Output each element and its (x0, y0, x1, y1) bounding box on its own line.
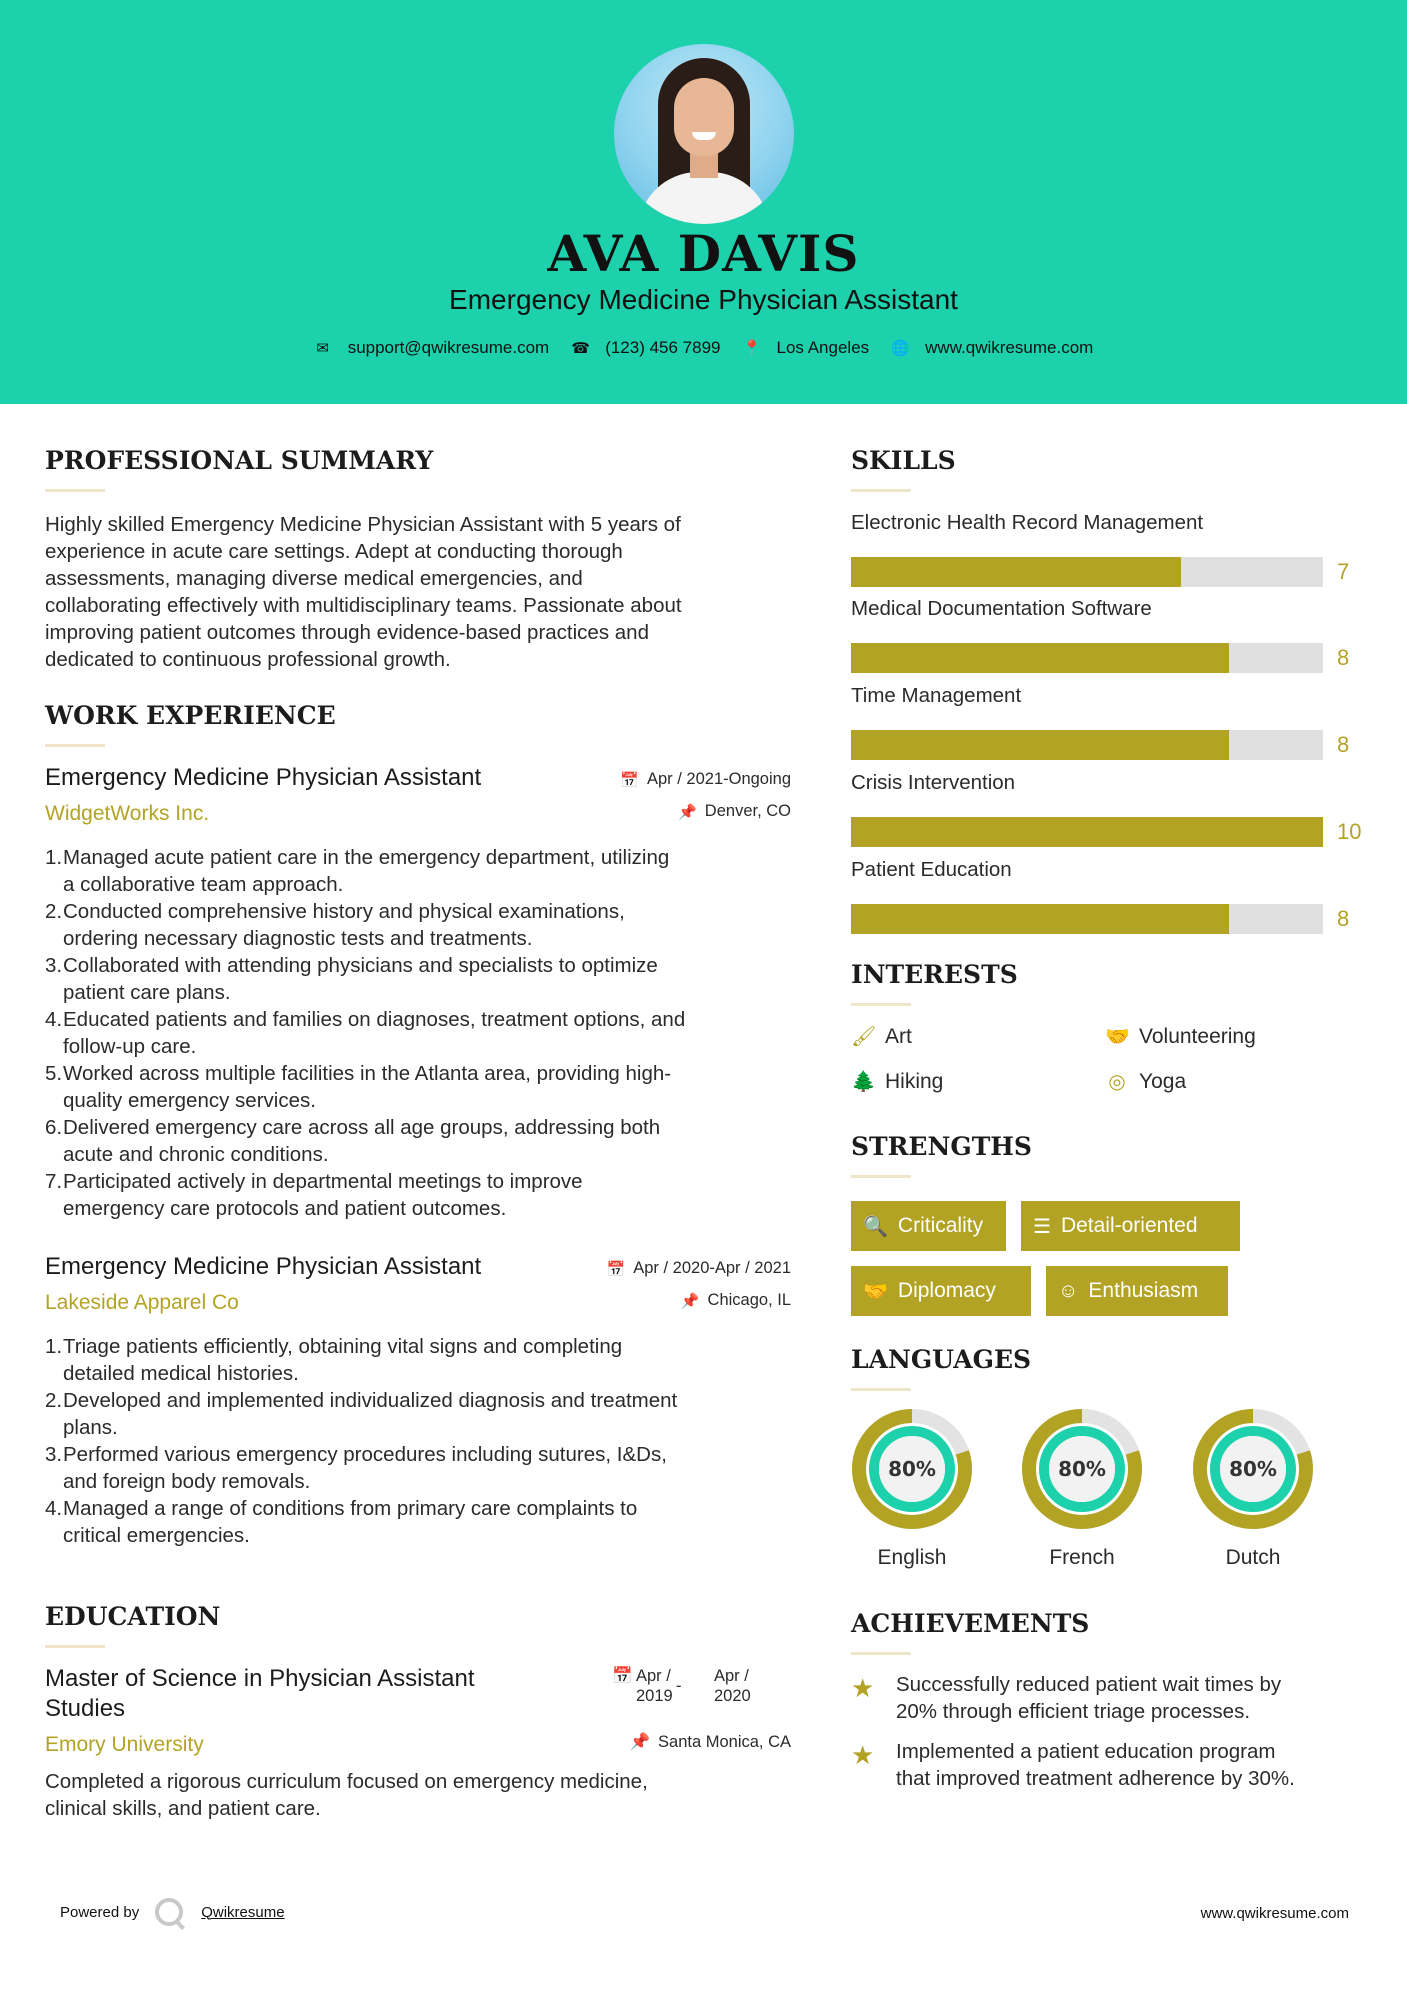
language-percent: 80% (888, 1457, 936, 1481)
contact-phone (571, 338, 720, 358)
section-title-summary: PROFESSIONAL SUMMARY (45, 446, 434, 475)
job-title: Emergency Medicine Physician Assistant (45, 764, 482, 791)
smile-icon: ☺ (1058, 1279, 1079, 1302)
skill-name: Patient Education (851, 858, 1012, 881)
list-item: 6. Delivered emergency care across all age groups, addressing both acute and chronic conditions. (45, 1116, 661, 1166)
job-dates: 📅 Apr / 2020-Apr / 2021 (606, 1259, 791, 1278)
award-star-icon: ★ (851, 1740, 875, 1770)
edu-date-separator: - (676, 1677, 682, 1695)
profile-photo (614, 44, 794, 224)
skill-level: 8 (1337, 906, 1350, 931)
list-item: 1. Triage patients efficiently, obtaining vital signs and completing detailed medical histories. (45, 1335, 623, 1385)
language-ring (1192, 1408, 1314, 1530)
language-name: French (1049, 1546, 1115, 1569)
section-divider (851, 1652, 911, 1655)
calendar-icon: 📅 (612, 1667, 633, 1685)
section-divider (851, 1175, 911, 1178)
section-title-skills: SKILLS (851, 446, 956, 475)
skill-bar-fill (851, 730, 1229, 760)
skill-bar-track (851, 557, 1323, 587)
language-name: English (877, 1546, 947, 1569)
candidate-title: Emergency Medicine Physician Assistant (449, 284, 958, 315)
skill-level: 8 (1337, 732, 1350, 757)
summary-text: Highly skilled Emergency Medicine Physician Assistant with 5 years of experience in acute care settings. Adept at conducting thorough assessments, managing diverse medical emergencies, and collaborating effectively with multidisciplinary teams. Passionate about improving patient outcomes through evidence-based practices and dedicated to continuous professional growth. (45, 513, 682, 671)
location-text: Los Angeles (776, 338, 870, 357)
skill-name: Electronic Health Record Management (851, 511, 1204, 534)
skill-item (851, 771, 1371, 844)
section-divider (851, 489, 911, 492)
header-banner (0, 0, 1407, 404)
interest-volunteering: 🤝 Volunteering (1105, 1024, 1256, 1048)
skill-name: Crisis Intervention (851, 771, 1016, 794)
job-location: 📌 Chicago, IL (680, 1291, 791, 1310)
job-location: 📌 Denver, CO (678, 802, 791, 821)
section-title-languages: LANGUAGES (851, 1345, 1032, 1374)
edu-end-date: Apr / 2020 (714, 1667, 751, 1705)
section-title-education: EDUCATION (45, 1602, 221, 1631)
company-name: WidgetWorks Inc. (45, 802, 210, 825)
skill-bar-track (851, 730, 1323, 760)
edu-calendar (612, 1666, 633, 1686)
skill-bar-track (851, 904, 1323, 934)
qwikresume-logo-icon (155, 1898, 183, 1926)
skill-bar-fill (851, 557, 1181, 587)
strength-chip: ☺ Enthusiasm (1046, 1266, 1228, 1316)
phone-icon: ☎ (571, 340, 590, 357)
list-item: 1. Managed acute patient care in the emergency department, utilizing a collaborative team approach. (45, 846, 670, 896)
language-ring (1021, 1408, 1143, 1530)
section-title-achievements: ACHIEVEMENTS (851, 1609, 1090, 1638)
school-name: Emory University (45, 1733, 204, 1756)
list-item: 4. Educated patients and families on diagnoses, treatment options, and follow-up care. (45, 1008, 686, 1058)
section-divider (851, 1388, 911, 1391)
list-item: 3. Collaborated with attending physicians and specialists to optimize patient care plans. (45, 954, 658, 1004)
calendar-icon: 📅 (620, 771, 639, 789)
contact-location (743, 338, 870, 358)
contact-bar (0, 338, 1407, 358)
footer-url[interactable]: www.qwikresume.com (1200, 1905, 1349, 1922)
skill-bar-fill (851, 904, 1229, 934)
interest-art: 🖌 Art (851, 1024, 912, 1048)
handshake-icon: 🤝 (1105, 1026, 1130, 1048)
language-item (1192, 1408, 1314, 1569)
strength-chip: ☰ Detail-oriented (1021, 1201, 1240, 1251)
calendar-icon: 📅 (606, 1260, 626, 1278)
interest-hiking: 🌲 Hiking (851, 1069, 944, 1093)
skill-bar-fill (851, 643, 1229, 673)
pushpin-icon: 📌 (680, 1292, 700, 1310)
strength-chip: 🤝 Diplomacy (851, 1266, 1031, 1316)
interest-yoga: ◎ Yoga (1105, 1069, 1186, 1094)
section-divider (45, 744, 105, 747)
list-item: 2. Conducted comprehensive history and physical examinations, ordering necessary diagnostic tests and treatments. (45, 900, 625, 950)
candidate-name: AVA DAVIS (547, 224, 860, 283)
footer-powered-by: Powered by Qwikresume (60, 1898, 285, 1926)
job-duties-list (45, 844, 805, 1222)
language-percent: 80% (1229, 1457, 1277, 1481)
pushpin-icon: 📌 (678, 803, 697, 821)
skill-item (851, 511, 1371, 584)
job-duties-list (45, 1333, 805, 1549)
section-divider (45, 489, 105, 492)
language-percent: 80% (1058, 1457, 1106, 1481)
skill-bar-track (851, 643, 1323, 673)
section-title-strengths: STRENGTHS (851, 1132, 1032, 1161)
phone-text: (123) 456 7899 (605, 338, 721, 357)
contact-website[interactable] (891, 338, 1093, 358)
skill-item (851, 858, 1371, 931)
language-item (851, 1408, 973, 1569)
skill-item (851, 597, 1371, 670)
pushpin-icon: 📌 (629, 1733, 651, 1751)
globe-icon: 🌐 (891, 340, 910, 357)
skill-name: Medical Documentation Software (851, 597, 1152, 620)
email-text: support@qwikresume.com (347, 338, 550, 357)
edu-start-date: Apr / 2019 (636, 1667, 673, 1705)
envelope-icon: ✉ (316, 340, 329, 357)
tree-icon: 🌲 (851, 1071, 876, 1093)
list-item: 5. Worked across multiple facilities in the Atlanta area, providing high- quality emergency services. (45, 1062, 672, 1112)
section-divider (851, 1003, 911, 1006)
skill-level: 8 (1337, 645, 1350, 670)
list-item: 7. Participated actively in departmental meetings to improve emergency care protocols and patient outcomes. (45, 1170, 583, 1220)
job-dates: 📅 Apr / 2021-Ongoing (620, 770, 791, 789)
list-icon: ☰ (1033, 1215, 1051, 1238)
website-text: www.qwikresume.com (925, 338, 1094, 357)
strength-chip: 🔍 Criticality (851, 1201, 1006, 1251)
language-name: Dutch (1225, 1546, 1281, 1569)
section-title-interests: INTERESTS (851, 960, 1018, 989)
section-title-work: WORK EXPERIENCE (45, 701, 336, 730)
edu-location: 📌 Santa Monica, CA (629, 1733, 791, 1751)
map-pin-icon: 📍 (742, 340, 762, 357)
skill-bar-fill (851, 817, 1323, 847)
list-item: 3. Performed various emergency procedures including sutures, I&Ds, and foreign body removals. (45, 1443, 667, 1493)
language-ring (851, 1408, 973, 1530)
list-item: 2. Developed and implemented individualized diagnosis and treatment plans. (45, 1389, 678, 1439)
section-divider (45, 1645, 105, 1648)
paintbrush-icon: 🖌 (851, 1026, 877, 1048)
skill-bar-track (851, 817, 1323, 847)
job-title: Emergency Medicine Physician Assistant (45, 1253, 482, 1280)
skill-level: 10 (1337, 819, 1362, 844)
lifebuoy-icon: ◎ (1108, 1071, 1126, 1093)
skill-item (851, 684, 1371, 757)
footer-brand-link[interactable]: Qwikresume (201, 1903, 285, 1921)
language-item (1021, 1408, 1143, 1569)
handshake-icon: 🤝 (863, 1280, 888, 1303)
degree-title: Master of Science in Physician Assistant Studies (45, 1665, 475, 1722)
edu-description: Completed a rigorous curriculum focused on emergency medicine, clinical skills, and patient care. (45, 1770, 648, 1820)
award-star-icon: ★ (851, 1673, 875, 1703)
contact-email[interactable] (314, 338, 550, 358)
company-name: Lakeside Apparel Co (45, 1291, 239, 1314)
skill-level: 7 (1337, 559, 1350, 584)
skill-name: Time Management (851, 684, 1022, 707)
list-item: 4. Managed a range of conditions from primary care complaints to critical emergencies. (45, 1497, 638, 1547)
search-icon: 🔍 (863, 1215, 888, 1238)
